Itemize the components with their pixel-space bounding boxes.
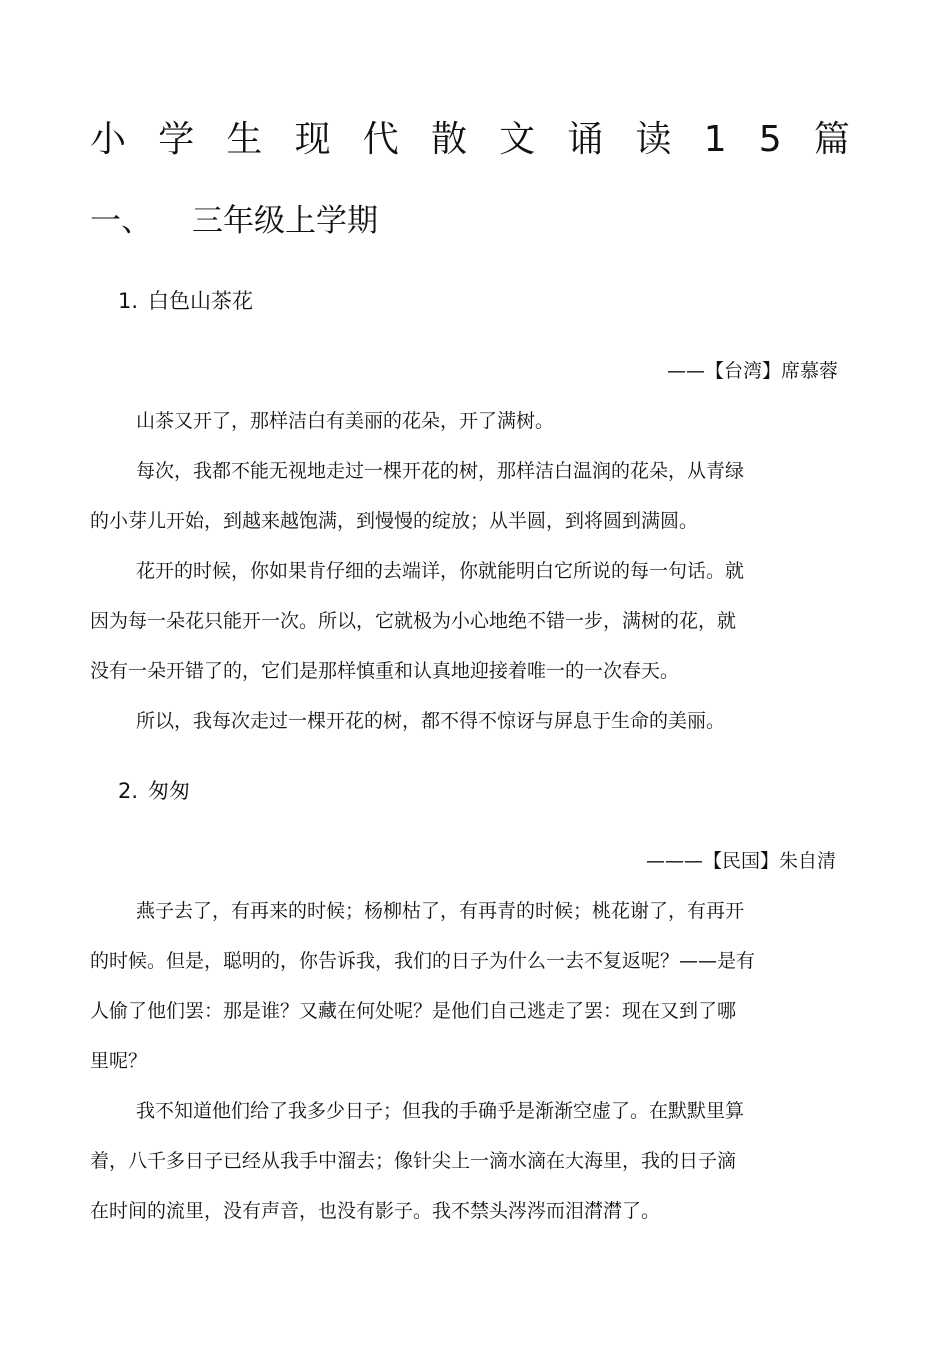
paragraph-line: 因为每一朵花只能开一次。所以，它就极为小心地绝不错一步，满树的花，就 [90,610,737,632]
paragraph-line: 的时候。但是，聪明的，你告诉我，我们的日子为什么一去不复返呢？——是有 [90,950,756,972]
title-char: 生 [226,119,263,160]
paragraph-line: 着，八千多日子已经从我手中溜去；像针尖上一滴水滴在大海里，我的日子滴 [90,1150,737,1172]
paragraph-line: 里呢？ [90,1050,148,1072]
title-char: 散 [430,119,467,160]
title-char: 现 [294,119,331,160]
paragraph-line: 在时间的流里，没有声音，也没有影子。我不禁头涔涔而泪潸潸了。 [90,1200,661,1222]
title-char: 诵 [567,119,604,160]
piece-title [118,286,253,316]
title-char: 1 [703,119,727,160]
piece-title-text: 匆匆 [148,779,191,803]
piece-author: ——【台湾】席慕蓉 [666,360,838,382]
paragraph-line: 的小芽儿开始，到越来越饱满，到慢慢的绽放；从半圆，到将圆到满圆。 [90,510,699,532]
paragraph-line: 山茶又开了，那样洁白有美丽的花朵，开了满树。 [136,410,555,432]
piece-title-text: 白色山茶花 [148,289,254,313]
piece-index: 2. [118,779,139,803]
paragraph-line: 燕子去了，有再来的时候；杨柳枯了，有再青的时候；桃花谢了，有再开 [136,900,745,922]
section-label: 三年级上学期 [192,203,378,239]
paragraph-line: 所以，我每次走过一棵开花的树，都不得不惊讶与屏息于生命的美丽。 [136,710,726,732]
piece-author: ———【民国】朱自清 [645,850,836,872]
document-title [90,110,850,170]
title-char: 5 [758,119,782,160]
title-char: 代 [362,119,399,160]
title-char: 读 [635,119,672,160]
section-number: 一、 [90,203,152,239]
paragraph-line: 人偷了他们罢：那是谁？又藏在何处呢？是他们自己逃走了罢：现在又到了哪 [90,1000,737,1022]
title-char: 学 [158,119,195,160]
paragraph-line: 我不知道他们给了我多少日子；但我的手确乎是渐渐空虚了。在默默里算 [136,1100,745,1122]
paragraph-line: 花开的时候，你如果肯仔细的去端详，你就能明白它所说的每一句话。就 [136,560,745,582]
title-char: 小 [90,119,127,160]
paragraph-line: 没有一朵开错了的，它们是那样慎重和认真地迎接着唯一的一次春天。 [90,660,680,682]
title-char: 文 [499,119,536,160]
title-char: 篇 [813,119,850,160]
paragraph-line: 每次，我都不能无视地走过一棵开花的树，那样洁白温润的花朵，从青绿 [136,460,745,482]
piece-index: 1. [118,289,139,313]
piece-title [118,776,190,806]
section-heading [90,196,378,246]
